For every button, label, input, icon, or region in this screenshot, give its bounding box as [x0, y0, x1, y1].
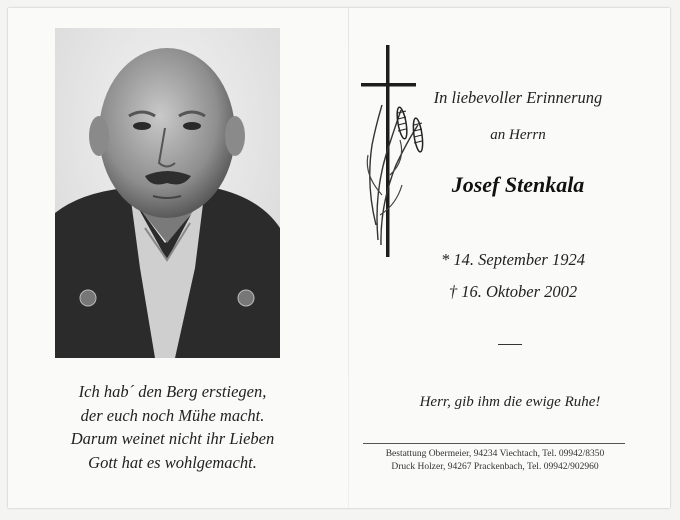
death-date: † 16. Oktober 2002 [448, 282, 578, 301]
poem-line: Darum weinet nicht ihr Lieben [70, 429, 275, 448]
separator-dash [498, 344, 522, 345]
poem-line: der euch noch Mühe macht. [80, 405, 265, 425]
memorial-poem [30, 380, 315, 474]
poem-line: Gott hat es wohlgemacht. [88, 452, 257, 472]
portrait-photo [55, 28, 280, 358]
cross-with-wheat-icon [356, 45, 436, 260]
honorific-prefix: an Herrn [490, 127, 546, 143]
card-fold [348, 8, 349, 508]
deceased-name: Josef Stenkala [451, 172, 585, 197]
prayer-line: Herr, gib ihm die ewige Ruhe! [419, 394, 601, 410]
printer-line: Druck Holzer, 94267 Prackenbach, Tel. 09942/902960 [391, 462, 599, 472]
funeral-home-line: Bestattung Obermeier, 94234 Viechtach, Tel. 09942/8350 [385, 449, 605, 459]
memorial-intro: In liebevoller Erinnerung [433, 88, 603, 107]
imprint-rule [363, 443, 625, 444]
imprint [355, 448, 635, 474]
birth-date: * 14. September 1924 [441, 250, 585, 269]
poem-line: Ich hab´ den Berg erstiegen, [78, 382, 267, 401]
